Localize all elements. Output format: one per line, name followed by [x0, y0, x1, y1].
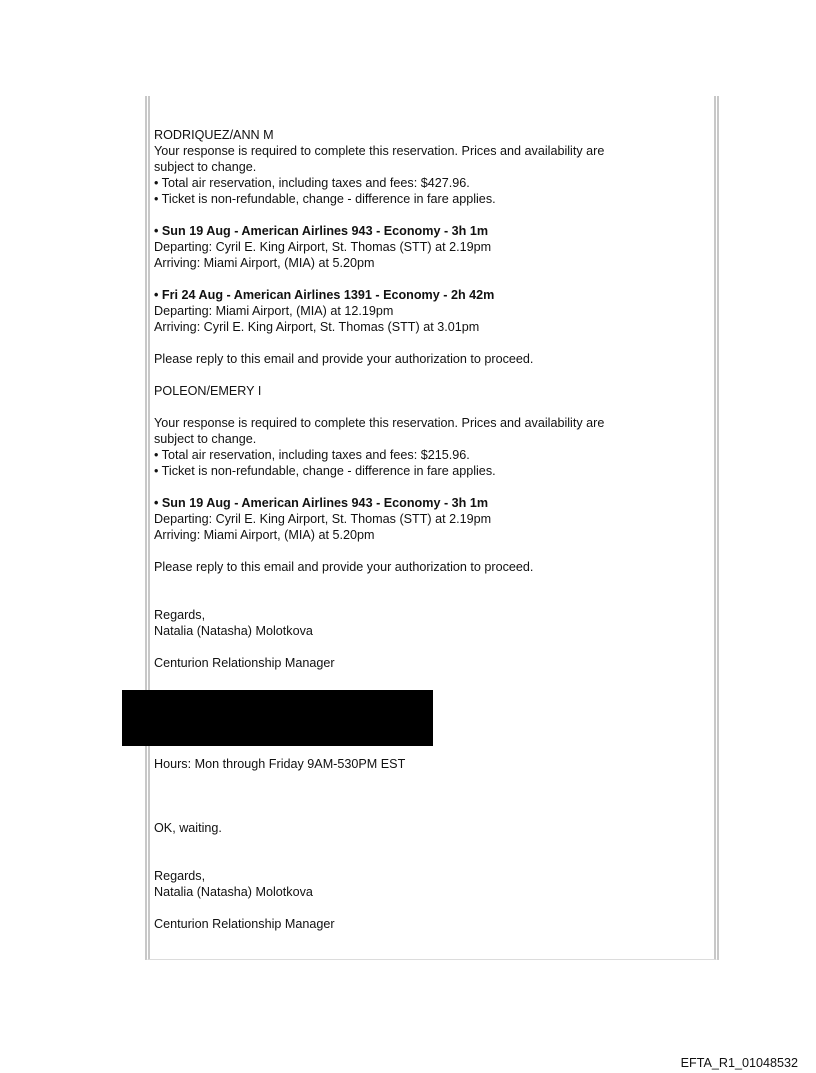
flight-arriving: Arriving: Miami Airport, (MIA) at 5.20pm — [154, 528, 375, 542]
office-hours: Hours: Mon through Friday 9AM-530PM EST — [154, 757, 406, 771]
signature-name: Natalia (Natasha) Molotkova — [154, 885, 313, 899]
signature-regards: Regards, — [154, 869, 206, 883]
intro-text: subject to change. — [154, 160, 257, 174]
document-id: EFTA_R1_01048532 — [680, 1056, 798, 1070]
email-body — [154, 127, 674, 671]
intro-text: Your response is required to complete this reservation. Prices and availability are — [154, 144, 605, 158]
signature-title: Centurion Relationship Manager — [154, 656, 335, 670]
total-price-bullet: • Total air reservation, including taxes and fees: $215.96. — [154, 448, 470, 462]
flight-arriving: Arriving: Cyril E. King Airport, St. Thomas (STT) at 3.01pm — [154, 320, 480, 334]
signature-title: Centurion Relationship Manager — [154, 917, 335, 931]
email-body-continued — [154, 756, 674, 932]
ticket-policy-bullet: • Ticket is non-refundable, change - difference in fare applies. — [154, 192, 496, 206]
redaction-block — [122, 690, 433, 746]
reply-message: OK, waiting. — [154, 821, 222, 835]
signature-name: Natalia (Natasha) Molotkova — [154, 624, 313, 638]
flight-departing: Departing: Miami Airport, (MIA) at 12.19pm — [154, 304, 394, 318]
signature-regards: Regards, — [154, 608, 206, 622]
flight-arriving: Arriving: Miami Airport, (MIA) at 5.20pm — [154, 256, 375, 270]
passenger-name: RODRIQUEZ/ANN M — [154, 128, 274, 142]
reply-request: Please reply to this email and provide your authorization to proceed. — [154, 560, 534, 574]
passenger-name: POLEON/EMERY I — [154, 384, 262, 398]
intro-text: subject to change. — [154, 432, 257, 446]
flight-header: • Fri 24 Aug - American Airlines 1391 - Economy - 2h 42m — [154, 288, 495, 302]
total-price-bullet: • Total air reservation, including taxes and fees: $427.96. — [154, 176, 470, 190]
reply-request: Please reply to this email and provide your authorization to proceed. — [154, 352, 534, 366]
flight-header: • Sun 19 Aug - American Airlines 943 - Economy - 3h 1m — [154, 224, 489, 238]
ticket-policy-bullet: • Ticket is non-refundable, change - difference in fare applies. — [154, 464, 496, 478]
flight-departing: Departing: Cyril E. King Airport, St. Thomas (STT) at 2.19pm — [154, 240, 492, 254]
flight-departing: Departing: Cyril E. King Airport, St. Thomas (STT) at 2.19pm — [154, 512, 492, 526]
flight-header: • Sun 19 Aug - American Airlines 943 - Economy - 3h 1m — [154, 496, 489, 510]
intro-text: Your response is required to complete this reservation. Prices and availability are — [154, 416, 605, 430]
